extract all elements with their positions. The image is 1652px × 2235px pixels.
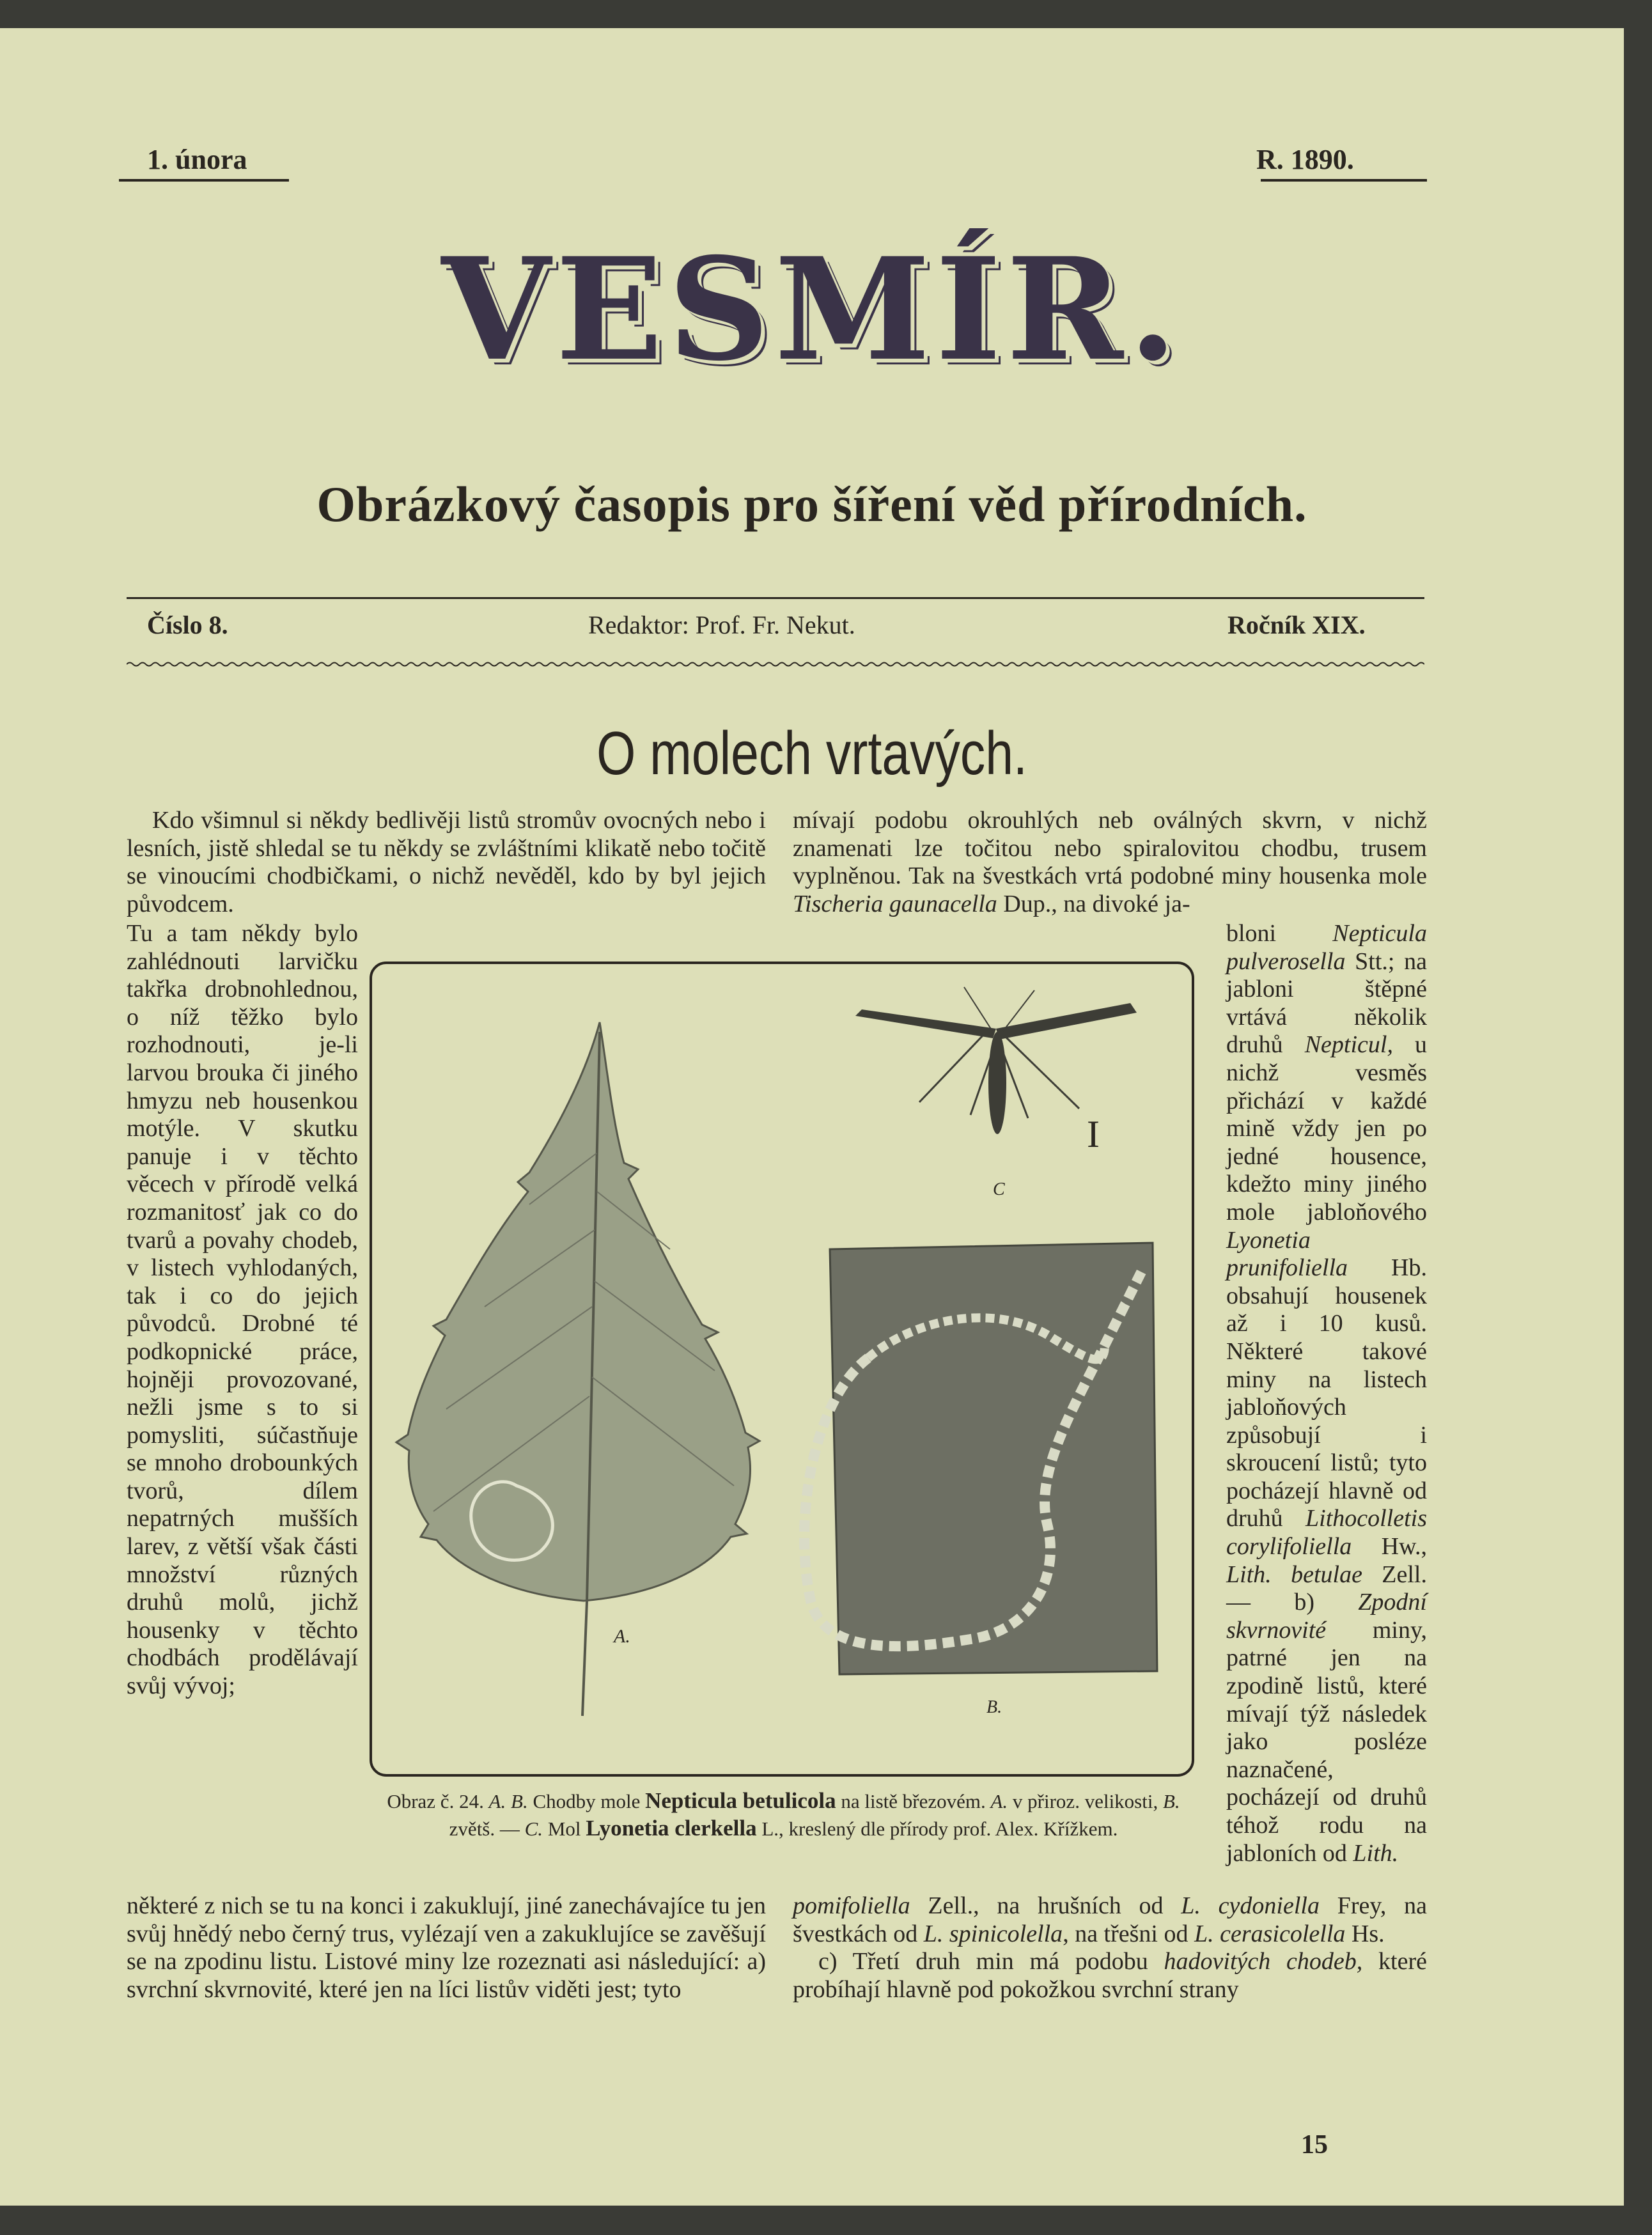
figure-illustration: [370, 962, 1194, 1777]
moth-wing-right: [996, 1003, 1137, 1040]
birch-leaf-illustration: [396, 1022, 760, 1716]
magnified-mine-illustration: [804, 1243, 1157, 1674]
right-column-narrow: [1226, 920, 1427, 1867]
info-rule-wavy: [127, 661, 1424, 667]
left-column-bottom: [127, 1892, 766, 2004]
journal-page: [0, 28, 1624, 2206]
intro-paragraph: Kdo všimnul si někdy bedlivěji listů stromův ovocných nebo i lesních, jistě shledal se tu někdy se zvláštními klikatě nebo točitě se vinoucími chodbičkami, o nichž nevěděl, kdo by byl jejich původcem.: [127, 807, 766, 917]
right-bottom-text: pomifoliella Zell., na hrušních od L. cydoniella Frey, na švestkách od L. spinicolella, na třešni od L. cerasicolella Hs.: [793, 1892, 1427, 1947]
issue-number: Číslo 8.: [147, 611, 228, 639]
right-last-text: c) Třetí druh min má podobu hadovitých chodeb, které probíhají hlavně pod pokožkou svrchní strany: [793, 1948, 1428, 2003]
year-underline: [1261, 179, 1427, 182]
moth-body: [988, 1032, 1006, 1134]
left-column-narrow: [127, 920, 358, 1701]
leaf-blade: [396, 1022, 760, 1601]
issue-date: 1. února: [147, 144, 247, 175]
figure-roman-mark: I: [1087, 1113, 1100, 1155]
date-underline: [119, 179, 289, 182]
info-rule-top: [127, 597, 1424, 599]
label-c: C: [993, 1180, 1005, 1199]
left-bottom-text: některé z nich se tu na konci i zakuklují, jiné zanechávajíce tu jen svůj hnědý nebo černý trus, vylézají ven a zakuklujíce se zavěšují se na zpodinu listu. Listové miny lze rozeznati asi následující: a) svrchní skvrnovité, které jen na líci listův viděti jest; tyto: [127, 1892, 766, 2003]
right-column-top: [793, 807, 1427, 918]
species-tischeria: Tischeria gaunacella: [793, 890, 997, 917]
page-number: 15: [1301, 2130, 1328, 2160]
right-top-text-a: mívají podobu okrouhlých neb oválných skvrn, v nichž znamenati lze točitou nebo spiralovitou chodbu, trusem vyplněnou. Tak na švestkách vrtá podobné miny housenka mole: [793, 807, 1427, 890]
right-column-bottom: [793, 1892, 1427, 2004]
masthead-title: VESMÍR.: [441, 226, 1183, 392]
masthead-subtitle: Obrázkový časopis pro šíření věd přírodních.: [316, 476, 1307, 532]
figure-caption: Obraz č. 24. A. B. Chodby mole Nepticula betulicola na listě březovém. A. v přiroz. velikosti, B. zvětš. — C. Mol Lyonetia clerkella L., kreslený dle přírody prof. Alex. Křížkem.: [387, 1788, 1180, 1841]
volume-number: Ročník XIX.: [1227, 611, 1366, 639]
moth-wing-left: [855, 1009, 996, 1038]
mine-background: [830, 1243, 1157, 1674]
issue-year: R. 1890.: [1256, 144, 1354, 175]
article-title: O molech vrtavých.: [596, 719, 1027, 788]
moth-illustration: [855, 987, 1137, 1134]
label-b: B.: [986, 1697, 1002, 1717]
right-narrow-text: bloni Nepticula pulverosella Stt.; na jabloni štěpné vrtává několik druhů Nepticul, u nichž vesměs přichází v každé mině vždy jen po jedné housence, kdežto miny jiného mole jabloňového Lyonetia prunifoliella Hb. obsahují housenek až i 10 kusů. Některé takové miny na listech jabloňových způsobují i skroucení listů; tyto pocházejí hlavně od druhů Lithocolletis corylifoliella Hw., Lith. betulae Zell. — b) Zpodní skvrnovité miny, patrné jen na zpodině listů, které mívají týž následek jako posléze naznačené, pocházejí od druhů téhož rodu na jabloních od Lith.: [1226, 920, 1428, 1867]
editor-line: Redaktor: Prof. Fr. Nekut.: [588, 611, 855, 639]
left-column-intro: [127, 807, 766, 918]
left-narrow-text: Tu a tam někdy bylo zahlédnouti larvičku takřka drobnohlednou, o níž těžko bylo rozhodnouti, je-li larvou brouka či jiného hmyzu neb housenkou motýle. V skutku panuje i v těchto věcech v přírodě velká rozmanitosť jak co do tvarů a povahy chodeb, v listech vyhlodaných, tak i co do jejich původců. Drobné té podkopnické práce, hojněji provozované, nežli jsme s to si pomysliti, súčastňuje se mnoho drobounkých tvorů, dílem nepatrných mušších larev, z větší však části množství různých druhů molů, jichž housenky v těchto chodbách prodělávají svůj vývoj;: [127, 920, 358, 1700]
right-top-text-b: Dup., na divoké ja-: [997, 890, 1190, 917]
label-a: A.: [614, 1626, 630, 1647]
right-top-text: [793, 807, 1427, 918]
